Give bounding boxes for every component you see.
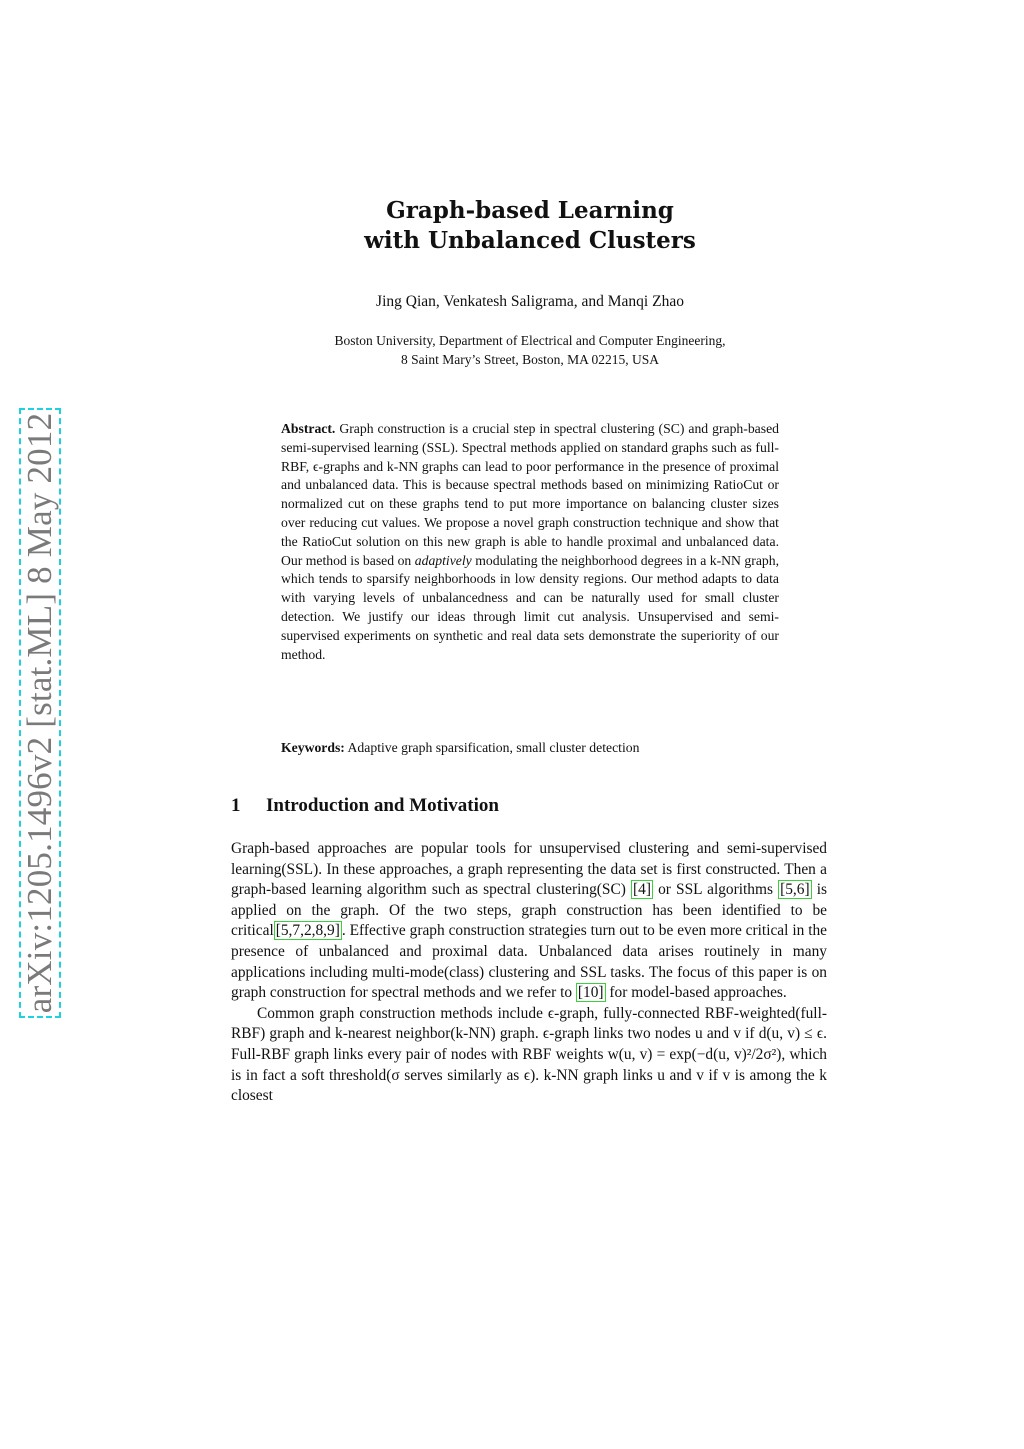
- abstract-emphasis: adaptively: [414, 552, 472, 568]
- title-line-1: Graph-based Learning: [386, 197, 674, 224]
- affiliation-line-1: Boston University, Department of Electrical and Computer Engineering,: [334, 333, 726, 348]
- section-heading: [231, 795, 499, 817]
- paragraph-1: [231, 839, 827, 1004]
- paragraph-2: Common graph construction methods include ϵ-graph, fully-connected RBF-weighted(full-RBF) graph and k-nearest neighbor(k-NN) graph. ϵ-graph links two nodes u and v if d(u, v) ≤ ϵ. Full-RBF graph links every pair of nodes with RBF weights w(u, v) = exp(−d(u, v)²/2σ²), which is in fact a soft threshold(σ serves similarly as ϵ). k-NN graph links u and v if v is among the k closest: [231, 1004, 827, 1105]
- affiliation-line-2: 8 Saint Mary’s Street, Boston, MA 02215, USA: [400, 352, 659, 367]
- abstract-text-part-2: modulating the neighborhood degrees in a k-NN graph, which tends to sparsify neighborhoods in low density regions. Our method adapts to data with varying levels of unbalancedness and can be naturally used for small cluster detection. We justify our ideas through limit cut analysis. Unsupervised and semi-supervised experiments on synthetic and real data sets demonstrate the superiority of our method.: [281, 552, 780, 662]
- paragraph-1-text: Graph-based approaches are popular tools for unsupervised clustering and semi-supervised learning(SSL). In these approaches, a graph representing the data set is first constructed. Then a graph-based learning algorithm such as spectral clustering(SC): [231, 840, 827, 899]
- citation-link[interactable]: [10]: [577, 984, 604, 1002]
- section-number: 1: [231, 795, 241, 816]
- citation-link[interactable]: [4]: [633, 881, 651, 899]
- affiliation: [240, 331, 820, 369]
- paragraph-1-text: or SSL algorithms: [658, 881, 773, 899]
- abstract: [281, 420, 779, 664]
- keywords: [281, 740, 779, 756]
- paragraph-1-text: is applied on the graph. Of the two steps, graph construction has been identified to be critical: [231, 881, 827, 940]
- title-line-2: with Unbalanced Clusters: [364, 227, 696, 254]
- citation-link[interactable]: [5,7,2,8,9]: [275, 922, 340, 940]
- author-list: Jing Qian, Venkatesh Saligrama, and Manqi Zhao: [376, 293, 684, 310]
- paragraph-1-text: for model-based approaches.: [609, 984, 787, 1002]
- section-title: Introduction and Motivation: [266, 795, 499, 816]
- abstract-label: Abstract.: [281, 421, 336, 436]
- introduction-body: [231, 839, 827, 1107]
- paper-title: [250, 196, 810, 256]
- abstract-text-part-1: Graph construction is a crucial step in spectral clustering (SC) and graph-based semi-supervised learning (SSL). Spectral methods applied on standard graphs such as full-RBF, ϵ-graphs and k-NN graphs can lead to poor performance in the presence of proximal and unbalanced data. This is because spectral methods based on minimizing RatioCut or normalized cut on these graphs tend to put more importance on balancing cluster sizes over reducing cut values. We propose a novel graph construction technique and show that the RatioCut solution on this new graph is able to handle proximal and unbalanced data. Our method is based on: [281, 421, 779, 568]
- keywords-text: Adaptive graph sparsification, small cluster detection: [347, 740, 640, 755]
- keywords-label: Keywords:: [281, 740, 345, 755]
- paragraph-1-text: . Effective graph construction strategies turn out to be even more critical in the presence of unbalanced and proximal data. Unbalanced data arises routinely in many applications including multi-mode(class) clustering and SSL tasks. The focus of this paper is on graph construction for spectral methods and we refer to: [231, 922, 827, 1002]
- citation-link[interactable]: [5,6]: [780, 881, 810, 899]
- arxiv-stamp: arXiv:1205.1496v2 [stat.ML] 8 May 2012: [20, 412, 59, 1014]
